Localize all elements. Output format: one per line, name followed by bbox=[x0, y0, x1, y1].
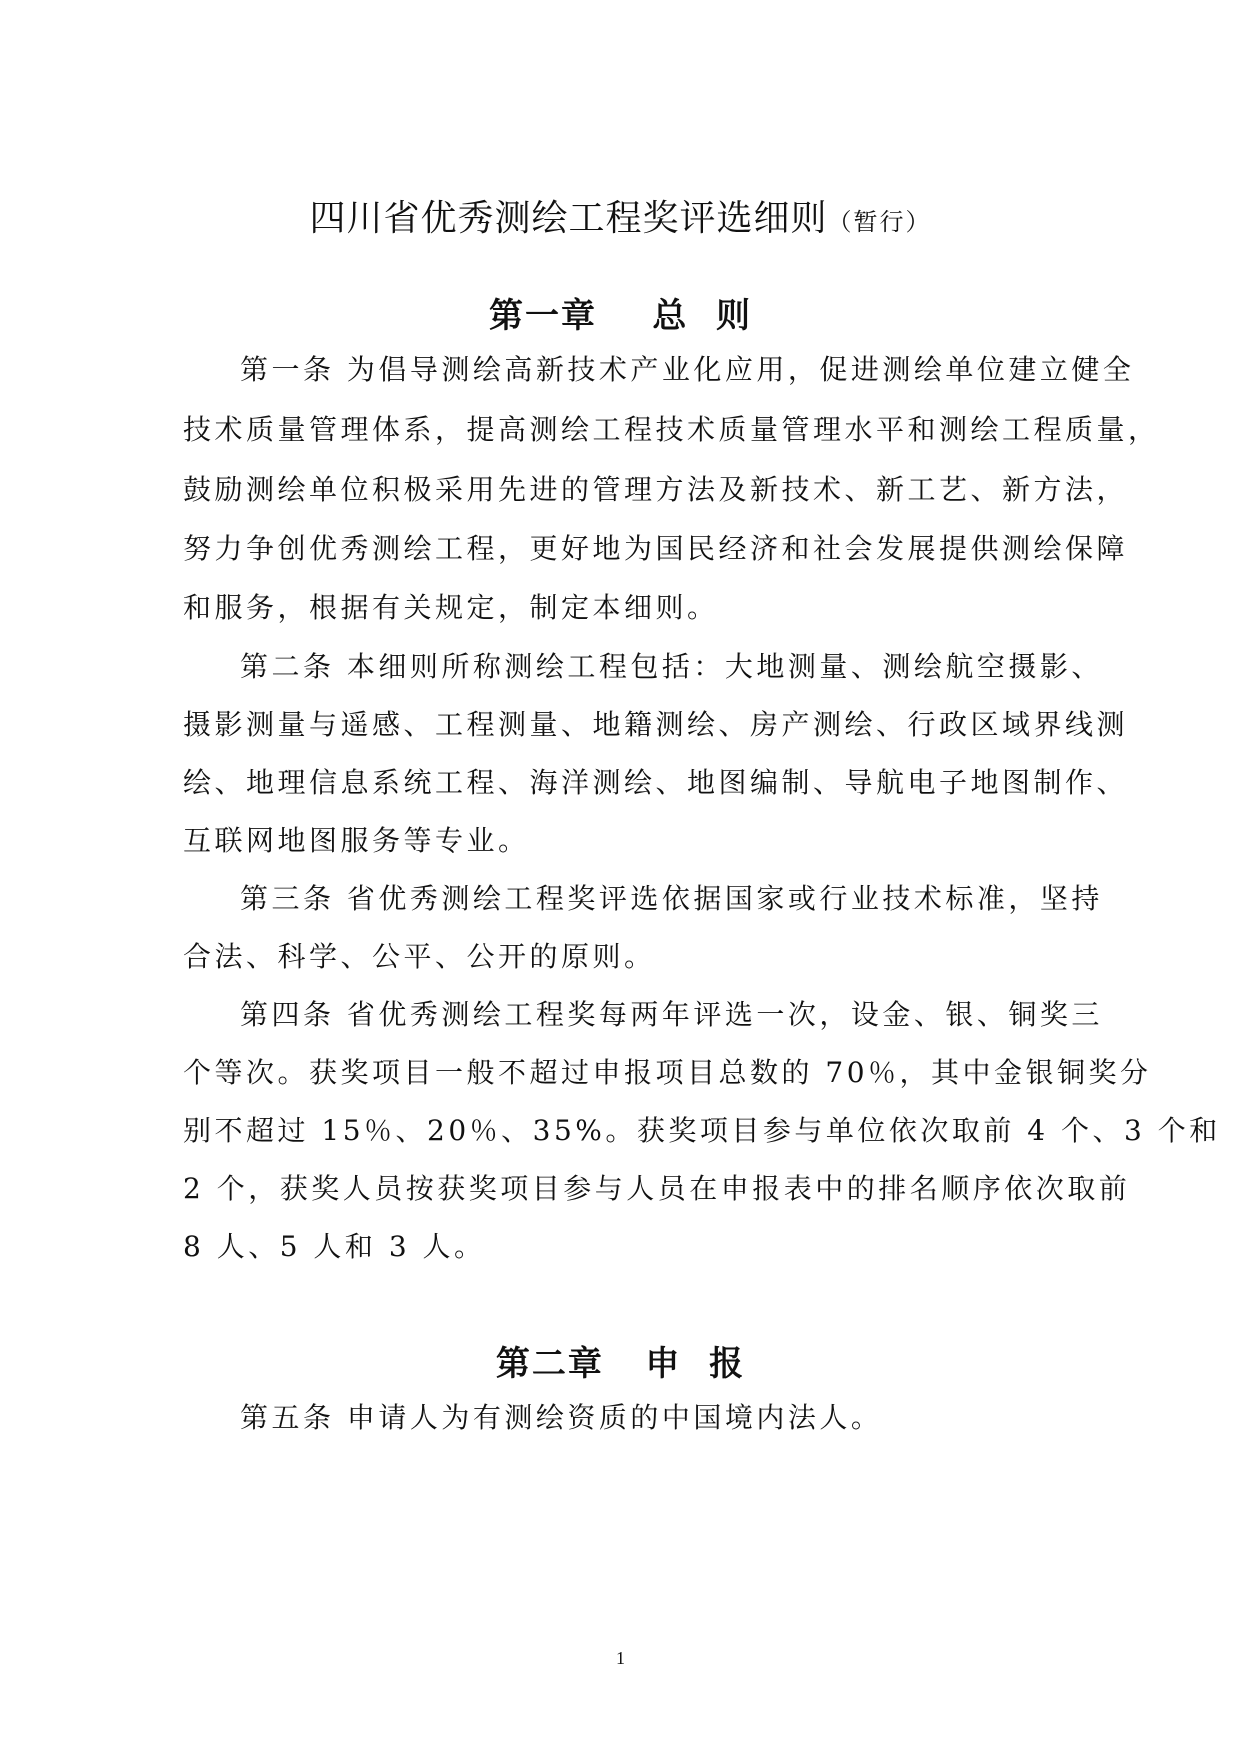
page-number: 1 bbox=[616, 1648, 625, 1668]
paragraph-line: 个等次。获奖项目一般不超过申报项目总数的 70％，其中金银铜奖分 bbox=[183, 1056, 1152, 1089]
chapter-heading-2: 第二章 申 报 bbox=[495, 1344, 746, 1384]
title-main: 四川省优秀测绘工程奖评选细则 bbox=[309, 198, 828, 239]
paragraph-line: 第二条 本细则所称测绘工程包括：大地测量、测绘航空摄影、 bbox=[240, 650, 1103, 683]
paragraph-line: 摄影测量与遥感、工程测量、地籍测绘、房产测绘、行政区域界线测 bbox=[183, 708, 1129, 741]
title-suffix: （暂行） bbox=[827, 208, 932, 236]
paragraph-line: 第三条 省优秀测绘工程奖评选依据国家或行业技术标准，坚持 bbox=[240, 882, 1103, 915]
paragraph-line: 和服务，根据有关规定，制定本细则。 bbox=[183, 591, 719, 624]
paragraph-line: 第四条 省优秀测绘工程奖每两年评选一次，设金、银、铜奖三 bbox=[240, 998, 1103, 1031]
paragraph-line: 别不超过 15％、20％、35%。获奖项目参与单位依次取前 4 个、3 个和 bbox=[183, 1114, 1221, 1147]
paragraph-line: 互联网地图服务等专业。 bbox=[183, 824, 530, 857]
paragraph-line: 努力争创优秀测绘工程，更好地为国民经济和社会发展提供测绘保障 bbox=[183, 532, 1129, 565]
document-title bbox=[0, 190, 1241, 241]
paragraph-line: 合法、科学、公平、公开的原则。 bbox=[183, 940, 656, 973]
paragraph-line: 技术质量管理体系，提高测绘工程技术质量管理水平和测绘工程质量， bbox=[183, 413, 1160, 446]
paragraph-line: 绘、地理信息系统工程、海洋测绘、地图编制、导航电子地图制作、 bbox=[183, 766, 1129, 799]
paragraph-line: 8 人、5 人和 3 人。 bbox=[183, 1230, 486, 1263]
paragraph-line: 2 个，获奖人员按获奖项目参与人员在申报表中的排名顺序依次取前 bbox=[183, 1172, 1131, 1205]
chapter-heading-1: 第一章 总 则 bbox=[488, 296, 753, 336]
paragraph-line: 第五条 申请人为有测绘资质的中国境内法人。 bbox=[240, 1401, 883, 1434]
paragraph-line: 鼓励测绘单位积极采用先进的管理方法及新技术、新工艺、新方法， bbox=[183, 473, 1129, 506]
paragraph-line: 第一条 为倡导测绘高新技术产业化应用，促进测绘单位建立健全 bbox=[240, 353, 1135, 386]
